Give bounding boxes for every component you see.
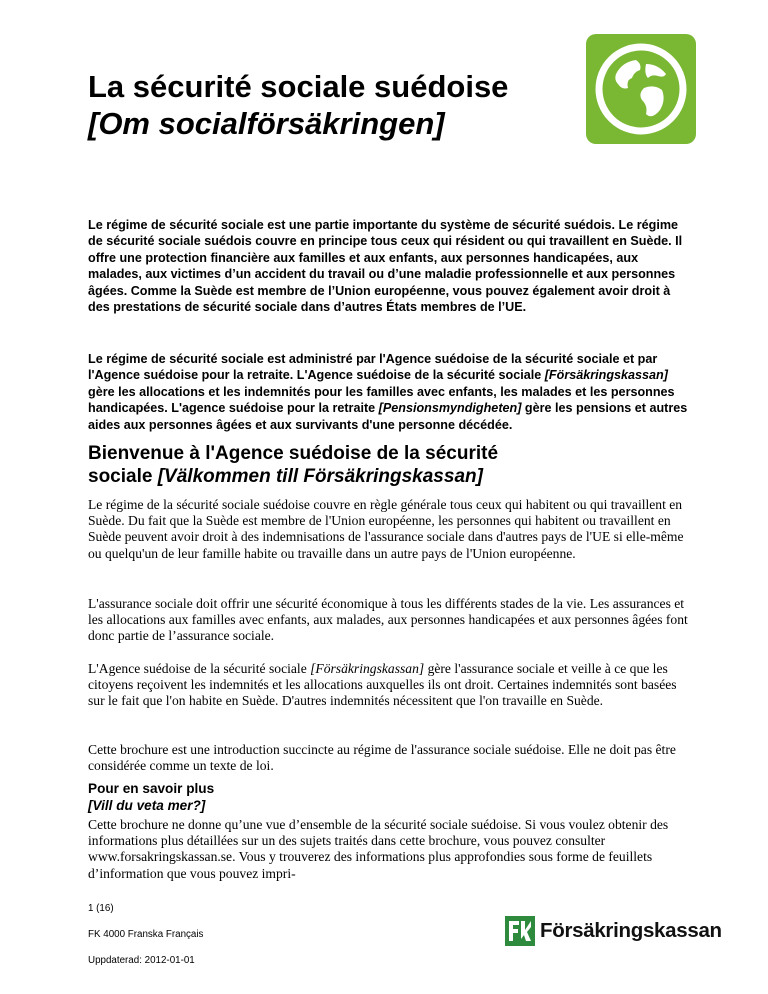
page-title bbox=[88, 68, 558, 142]
forsakringskassan-logo bbox=[505, 916, 727, 946]
section-paragraph-1: Le régime de la sécurité sociale suédoise couvre en règle générale tous ceux qui habitent ou qui travaillent en Suède. Du fait que la Suède est membre de l'Union européenne, les personnes qui habitent ou travaillent en Suède peuvent avoir droit à des indemnisations de l'assurance sociale dans d'autres pays de l'UE si elle-même ou quelqu'un de leur famille habite ou travaille dans un autre pays de l'Union européenne. bbox=[88, 497, 684, 561]
section-term-fk: [Försäkringskassan] bbox=[310, 661, 425, 676]
document-code: FK 4000 Franska Français bbox=[88, 929, 204, 940]
section-paragraph-4: Cette brochure est une introduction succincte au régime de l'assurance sociale suédoise. Elle ne doit pas être considérée comme un texte de loi. bbox=[88, 742, 676, 774]
section-text: gère l'assurance sociale et veille à ce que les citoyens reçoivent les indemnités et les allocations auxquelles ils ont droit. Certaines indemnités sont basées sur le fait que l'on habite en Suède. D'autres indemnités nécessitent que l'on travaille en Suède. bbox=[88, 661, 677, 709]
section-heading-swedish: [Välkommen till Försäkringskassan] bbox=[157, 466, 483, 487]
intro-term-fk: [Försäkringskassan] bbox=[544, 368, 668, 383]
intro-paragraph-2 bbox=[88, 351, 688, 433]
section-heading bbox=[88, 442, 708, 488]
intro-term-pm: [Pensionsmyndigheten] bbox=[378, 401, 522, 416]
section-paragraph-3 bbox=[88, 661, 688, 710]
title-swedish: [Om socialförsäkringen] bbox=[88, 106, 445, 141]
subsection-heading-french: Pour en savoir plus bbox=[88, 781, 215, 796]
updated-date: Uppdaterad: 2012-01-01 bbox=[88, 955, 195, 966]
logo-wordmark: Försäkringskassan bbox=[540, 919, 722, 942]
globe-icon bbox=[586, 34, 696, 144]
section-heading-line-2: sociale bbox=[88, 466, 158, 487]
title-french: La sécurité sociale suédoise bbox=[88, 69, 509, 104]
logo-mark-icon bbox=[505, 916, 535, 946]
section-text: L'Agence suédoise de la sécurité sociale bbox=[88, 661, 311, 676]
subsection-paragraph-1: Cette brochure ne donne qu’une vue d’ensemble de la sécurité sociale suédoise. Si vous voulez obtenir des informations plus détaillées sur un des sujets traités dans cette brochure, vous pouvez consulter www.forsakringskassan.se. Vous y trouverez des informations plus approfondies sous forme de feuillets d’information que vous pouvez impri- bbox=[88, 817, 669, 881]
globe-badge bbox=[586, 34, 696, 144]
section-paragraph-2: L'assurance sociale doit offrir une sécurité économique à tous les différents stades de la vie. Les assurances et les allocations aux familles avec enfants, aux malades, aux personnes handicapées et aux personnes âgées font donc partie de l’assurance sociale. bbox=[88, 596, 688, 644]
subsection-heading-swedish: [Vill du veta mer?] bbox=[88, 798, 206, 813]
subsection-heading bbox=[88, 780, 488, 814]
intro-text: gère les allocations et les indemnités pour les familles avec enfants, les malades et les personnes handicapées. L'agence suédoise pour la retraite bbox=[88, 384, 675, 416]
section-heading-line-1: Bienvenue à l'Agence suédoise de la sécurité bbox=[88, 443, 499, 464]
page-number: 1 (16) bbox=[88, 903, 114, 914]
intro-paragraph-1: Le régime de sécurité sociale est une partie importante du système de sécurité suédois. Le régime de sécurité sociale suédois couvre en principe tous ceux qui résident ou qui travaillent en Suède. Il offre une protection financière aux familles et aux enfants, aux personnes handicapées, aux malades, aux victimes d’un accident du travail ou d’une maladie professionnelle et aux personnes âgées. Comme la Suède est membre de l’Union européenne, vous pouvez également avoir droit à des prestations de sécurité sociale dans d’autres États membres de l’UE. bbox=[88, 218, 683, 315]
intro-text: Le régime de sécurité sociale est administré par l'Agence suédoise de la sécurité sociale et par l'Agence suédoise pour la retraite. L'Agence suédoise de la sécurité sociale bbox=[88, 352, 658, 383]
intro-text: gère les pensions et autres aides aux personnes âgées et aux survivants d'une personne décédée. bbox=[88, 401, 688, 432]
